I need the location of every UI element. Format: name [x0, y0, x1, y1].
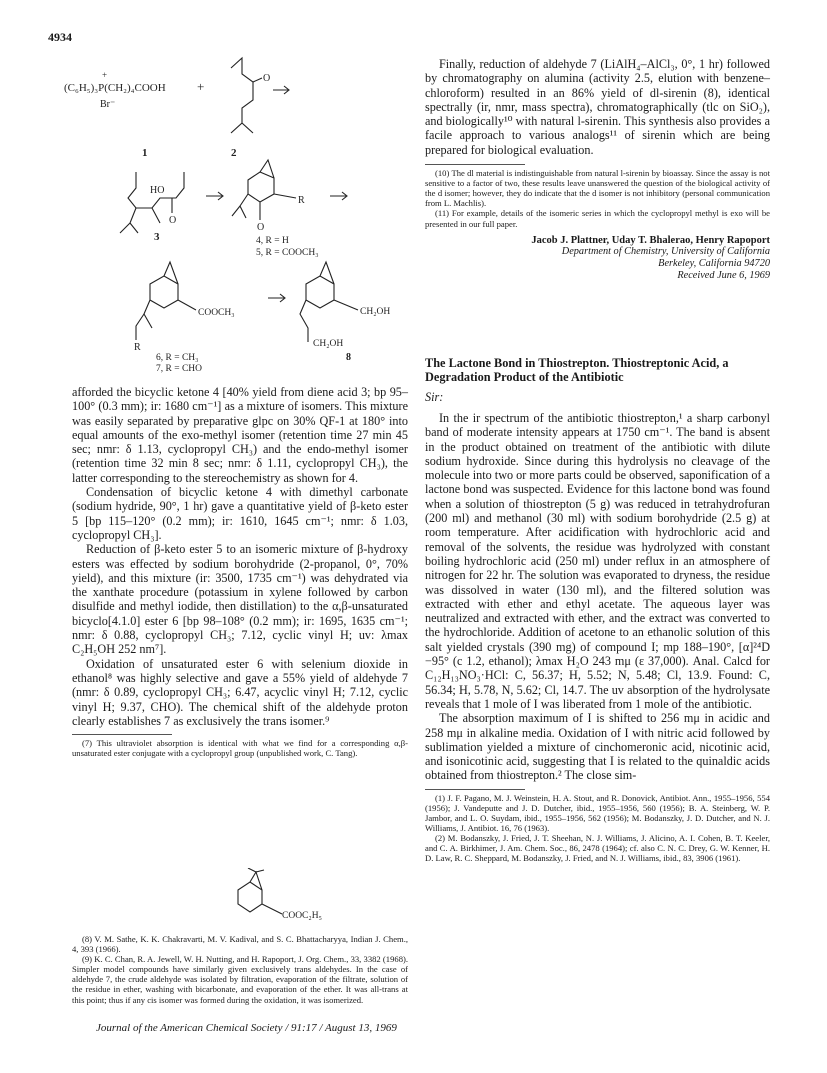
footnote-2: (2) M. Bodanszky, J. Fried, J. T. Sheehan, N. J. Williams, J. Alicino, A. I. Cohen, B. T. Keeler, and C. A. Birkhimer, J. Am. Chem. Soc., 86, 2478 (1964); cf. also C. N. C. Drey, G. W. Kenner, H. D. Law, R. C. Sheppard, M. Bodanszky, J. Fried, and N. J. Williams, ibid., 83, 3906 (1961). — [425, 833, 770, 864]
label-6: 6, R = CH₃ — [156, 353, 199, 363]
left-paragraph-1: afforded the bicyclic ketone 4 [40% yield from diene acid 3; bp 95–100° (0.3 mm); ir: 1680 cm⁻¹] as a mixture of isomers. This mixture was easily separated by preparative glpc on 30% QF-1 at 180° into equal amounts of the exo-methyl isomer (retention time 27 min 45 sec; nmr: δ 1.13, cyclopropyl CH₃) and the endo-methyl isomer (retention time 32 min 8 sec; nmr: δ 1.11, cyclopropyl CH₃), the latter corresponding to the stereochemistry as shown for 4. — [72, 385, 408, 485]
compound-2-skeleton — [231, 58, 253, 133]
arrow-1 — [273, 86, 289, 94]
authors: Jacob J. Plattner, Uday T. Bhalerao, Henry Rapoport — [531, 234, 770, 246]
svg-text:CH₂OH: CH₂OH — [313, 339, 344, 349]
svg-text:CH₂OH: CH₂OH — [360, 307, 391, 317]
svg-text:COOC₂H₅: COOC₂H₅ — [282, 911, 322, 921]
label-2: 2 — [231, 147, 237, 159]
left-paragraph-2: Condensation of bicyclic ketone 4 with dimethyl carbonate (sodium hydride, 90°, 1 hr) gave a quantitative yield of β-keto ester 5 [bp 115–120° (0.2 mm); ir: 1610, 1645 cm⁻¹; nmr: δ 1.03, cyclopropyl CH₃]. — [72, 485, 408, 542]
svg-text:O: O — [169, 215, 177, 226]
left-paragraph-3: Reduction of β-keto ester 5 to an isomeric mixture of β-hydroxy esters was effected by sodium borohydride (2-propanol, 0°, 70% yield), and this mixture (ir: 3500, 1735 cm⁻¹) was dehydrated via the xanthate procedure (potassium in xylene followed by carbon disulfide and methyl iodide, then distillation) to the α,β-unsaturated bicyclo[4.1.0] ester 6 [bp 98–108° (0.2 mm); ir: 1695, 1635 cm⁻¹; nmr: δ 0.88, cyclopropyl CH₃; 7.12, cyclic vinyl H; uv: λmax C₂H₅OH 252 nm⁷]. — [72, 542, 408, 657]
arrow-2 — [206, 192, 223, 200]
received-date: Received June 6, 1969 — [677, 270, 770, 282]
plus-sign: + — [197, 79, 205, 94]
compound-8-skeleton — [300, 262, 358, 342]
svg-text:+: + — [102, 70, 108, 80]
label-4: 4, R = H — [256, 236, 289, 246]
svg-text:R: R — [134, 342, 141, 353]
article-title: The Lactone Bond in Thiostrepton. Thiostreptonic Acid, a Degradation Product of the Antibiotic — [425, 356, 729, 384]
label-8: 8 — [346, 352, 351, 363]
footnote-8: (8) V. M. Sathe, K. K. Chakravarti, M. V. Kadival, and S. C. Bhattacharyya, Indian J. Chem., 4, 393 (1966). — [72, 934, 408, 955]
svg-text:O: O — [257, 222, 265, 233]
arrow-4 — [268, 294, 285, 302]
arrow-3 — [330, 192, 347, 200]
reagent-1: (C₆H₅)₃P(CH₂)₄COOH — [64, 82, 166, 94]
right-paragraph-1: Finally, reduction of aldehyde 7 (LiAlH₄–AlCl₃, 0°, 1 hr) followed by chromatography on alumina (activity 2.5, elution with benzene–chloroform) resulted in an 86% yield of dl-sirenin (8), identical spectrally (ir, nmr, mass spectra), chromatographically (tlc on SiO₂), and biologically¹⁰ with natural l-sirenin. This synthesis also provides a facile approach to various analogs¹¹ of sirenin which are being prepared for biological evaluation. — [425, 57, 770, 157]
footnote-10: (10) The dl material is indistinguishable from natural l-sirenin by bioassay. Since the assay is not sensitive to a factor of two, these results leave unanswered the question of the biological activity of the d isomer; however, they do indicate that the d isomer is not inhibitory (personal communication from L. Machlis). — [425, 168, 770, 209]
footnote-7: (7) This ultraviolet absorption is identical with what we find for a corresponding α,β-unsaturated ester conjugate with a cyclopropyl group (unpublished work, C. Tang). — [72, 738, 408, 759]
footnote-1: (1) J. F. Pagano, M. J. Weinstein, H. A. Stout, and R. Donovick, Antibiot. Ann., 1955–1956, 554 (1956); J. Vandeputte and J. D. Dutcher, ibid., 1955–1956, 560 (1956); B. A. Steinberg, W. P. Jambor, and L. O. Suydam, ibid., 1955–1956, 562 (1956); M. Bodanszky, J. D. Dutcher, and N. J. Williams, J. Antibiot. 16, 76 (1963). — [425, 792, 770, 833]
svg-text:R: R — [298, 195, 305, 206]
footnote-9: (9) K. C. Chan, R. A. Jewell, W. H. Nutting, and H. Rapoport, J. Org. Chem., 33, 3382 (1968). Simpler model compounds have similarly given exclusively trans aldehydes. In the case of aldehyde 7, the crude aldehyde was isolated by filtration, evaporation of the filtrate, solution of the residue in ether, washing with bicarbonate, and evaporation of the ether. It was all-trans at this point; thus if any cis isomer was formed during the oxidation, it was isomerized. — [72, 954, 408, 1005]
right-paragraph-3: The absorption maximum of I is shifted to 256 mμ in acidic and 258 mμ in alkaline media. Oxidation of I with nitric acid followed by sublimation yielded a mixture of cinchomeronic acid, nicotinic acid, and isonicotinic acid, suggesting that I is related to the quinaldic acids obtained from thiostrepton.² The close sim- — [425, 711, 770, 783]
svg-text:COOCH₃: COOCH₃ — [198, 308, 235, 318]
svg-text:HO: HO — [150, 185, 165, 196]
label-7: 7, R = CHO — [156, 364, 203, 374]
label-5: 5, R = COOCH₃ — [256, 248, 319, 258]
right-paragraph-2: In the ir spectrum of the antibiotic thiostrepton,¹ a sharp carbonyl band of moderate intensity appears at 1750 cm⁻¹. The band is absent in the product obtained on treatment of the antibiotic with dilute sodium hydroxide. Since during this hydrolysis no cleavage of the molecule into two or more parts could be observed, saponification of a lactone bond was suspected. Evidence for this lactone bond was found when a solution of thiostrepton (5 g) was reduced in tetrahydrofuran (200 ml) and methanol (30 ml) with sodium borohydride (2.5 g) at room temperature. After acidification with hydrochloric acid and removal of the solvents, the residue was hydrolyzed with constant boiling hydrochloric acid (250 ml) under reflux in an atmosphere of nitrogen for 22 hr. The solution was evaporated to dryness, the residue was dissolved in water (130 ml), and the filtered solution was extracted with ether and ethyl acetate. The aqueous layer was neutralized and extracted with ether, and the extract was converted to the hydrochloride. Addition of acetone to an ethanolic solution of this salt yielded crystals (390 mg) of compound I; mp 188–190°, [α]²⁴D −95° (c 1.2, ethanol); λmax H₂O 243 mμ (ε 37,000). Anal. Calcd for C₁₂H₁₃NO₃·HCl: C, 56.37; H, 5.52; N, 5.48; Cl, 13.9. Found: C, 56.34; H, 5.78, N, 5.62; Cl, 14.7. The uv absorption of the hydrolysate reveals that 1 mole of I was liberated from 1 mole of the antibiotic. — [425, 411, 770, 711]
footnote-11: (11) For example, details of the isomeric series in which the cyclopropyl methyl is exo will be presented in our full paper. — [425, 208, 770, 229]
label-3: 3 — [154, 231, 160, 243]
footnote-7-structure — [220, 868, 340, 930]
synthesis-scheme — [60, 48, 410, 378]
footnote-divider — [425, 789, 525, 790]
right-column-top — [425, 57, 770, 283]
left-paragraph-4: Oxidation of unsaturated ester 6 with selenium dioxide in ethanol⁸ was highly selective and gave a 55% yield of aldehyde 7 (nmr: δ 0.89, cyclopropyl CH₃; 6.47, acyclic vinyl H; 7.12, cyclic vinyl H; 9.37, CHO). The chemical shift of the aldehyde proton clearly establishes 7 as exclusively the trans isomer.⁹ — [72, 656, 408, 728]
right-column-article — [425, 356, 770, 863]
journal-footer: Journal of the American Chemical Society / 91:17 / August 13, 1969 — [96, 1022, 397, 1034]
salutation: Sir: — [425, 390, 444, 404]
left-column-body — [72, 385, 408, 758]
footnote-divider — [425, 164, 525, 165]
label-1: 1 — [142, 147, 148, 159]
left-footnotes — [72, 934, 408, 1005]
page-number: 4934 — [48, 30, 72, 44]
compound-6-skeleton — [136, 262, 196, 340]
affiliation-dept: Department of Chemistry, University of California — [561, 245, 770, 257]
compound-4-skeleton — [232, 160, 296, 220]
affiliation-city: Berkeley, California 94720 — [658, 257, 770, 269]
footnote-divider — [72, 734, 172, 735]
svg-text:O: O — [263, 73, 271, 84]
reagent-1-anion: Br⁻ — [100, 99, 116, 110]
